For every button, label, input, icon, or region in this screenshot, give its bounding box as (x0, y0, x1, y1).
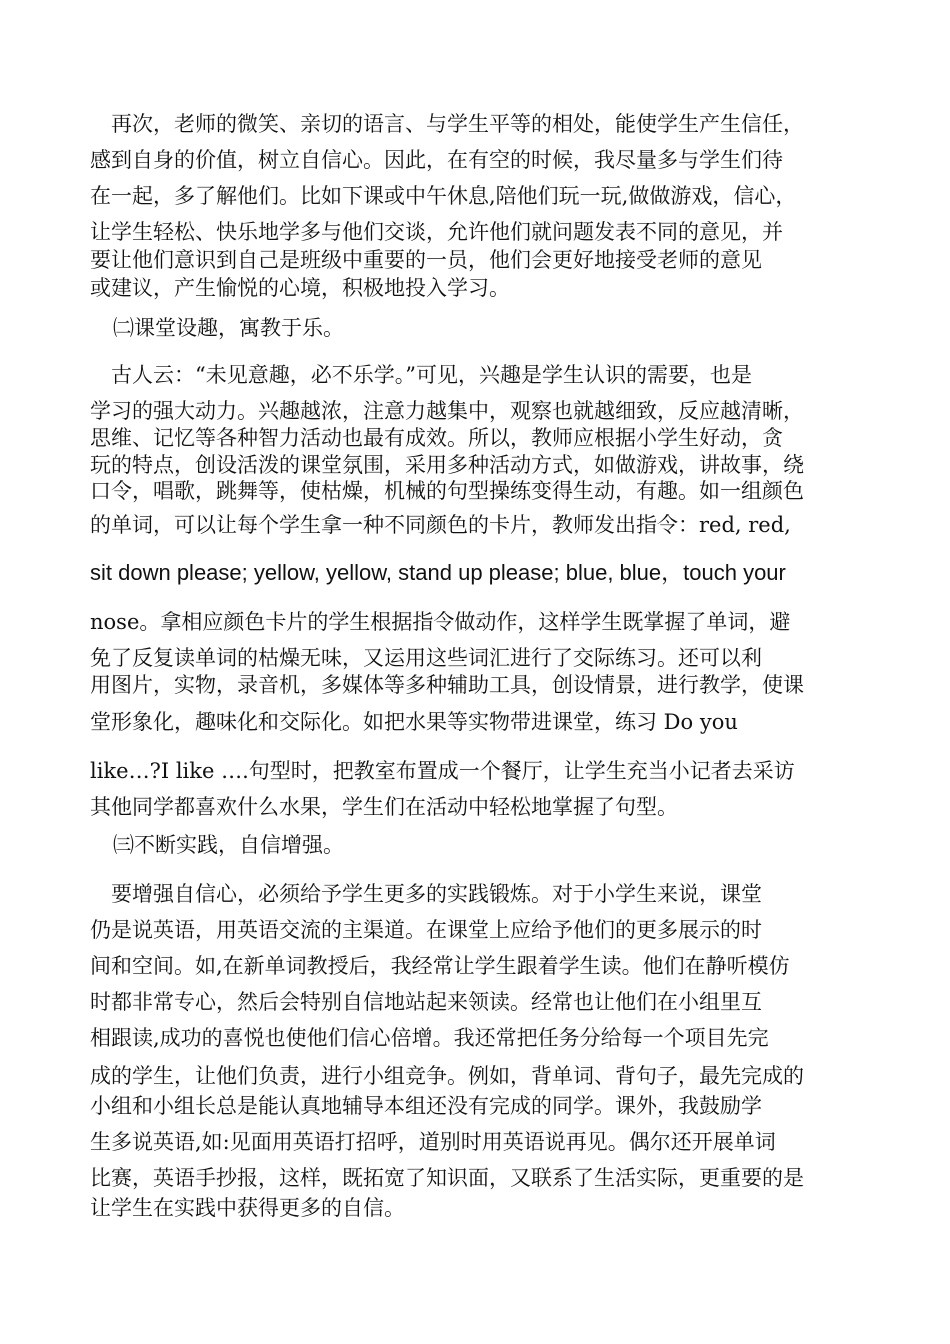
text-line: 其他同学都喜欢什么水果，学生们在活动中轻松地掌握了句型。 (90, 795, 678, 819)
text-line: 成的学生，让他们负责，进行小组竞争。例如，背单词、背句子，最先完成的 (90, 1064, 804, 1088)
text-line: 玩的特点，创设活泼的课堂氛围，采用多种活动方式，如做游戏，讲故事，绕 (90, 453, 804, 477)
text-line: sit down please; yellow, yellow, stand up please; blue, blue，touch your (90, 560, 786, 585)
text-line: 间和空间。如,在新单词教授后，我经常让学生跟着学生读。他们在静听模仿 (90, 954, 790, 978)
text-line: 让学生轻松、快乐地学多与他们交谈，允许他们就问题发表不同的意见，并 (90, 220, 783, 244)
text-line: 堂形象化，趣味化和交际化。如把水果等实物带进课堂，练习 Do you (90, 710, 738, 734)
text-line: 时都非常专心，然后会特别自信地站起来领读。经常也让他们在小组里互 (90, 990, 762, 1014)
text-line: 让学生在实践中获得更多的自信。 (90, 1196, 405, 1220)
text-line: 感到自身的价值，树立自信心。因此，在有空的时候，我尽量多与学生们待 (90, 148, 783, 172)
text-line: 或建议，产生愉悦的心境，积极地投入学习。 (90, 276, 510, 300)
text-line: 小组和小组长总是能认真地辅导本组还没有完成的同学。课外，我鼓励学 (90, 1094, 762, 1118)
text-line: 古人云：“未见意趣，必不乐学。”可见，兴趣是学生认识的需要，也是 (90, 363, 752, 387)
text-line: 思维、记忆等各种智力活动也最有成效。所以，教师应根据小学生好动，贪 (90, 426, 783, 450)
text-line: 仍是说英语，用英语交流的主渠道。在课堂上应给予他们的更多展示的时 (90, 918, 762, 942)
section-heading: ㈢不断实践，自信增强。 (113, 833, 344, 857)
text-line: 相跟读,成功的喜悦也使他们信心倍增。我还常把任务分给每一个项目先完 (90, 1026, 769, 1050)
text-line: 要让他们意识到自己是班级中重要的一员，他们会更好地接受老师的意见 (90, 248, 762, 272)
text-line: nose。拿相应颜色卡片的学生根据指令做动作，这样学生既掌握了单词，避 (90, 610, 791, 634)
text-line: 口令，唱歌，跳舞等，使枯燥，机械的句型操练变得生动，有趣。如一组颜色 (90, 479, 804, 503)
text-line: 要增强自信心，必须给予学生更多的实践锻炼。对于小学生来说，课堂 (90, 882, 762, 906)
text-line: 学习的强大动力。兴趣越浓，注意力越集中，观察也就越细致，反应越清晰， (90, 399, 804, 423)
text-line: 用图片，实物，录音机，多媒体等多种辅助工具，创设情景，进行教学，使课 (90, 673, 804, 697)
text-line: 免了反复读单词的枯燥无味，又运用这些词汇进行了交际练习。还可以利 (90, 646, 762, 670)
text-line: 的单词，可以让每个学生拿一种不同颜色的卡片，教师发出指令：red, red, (90, 513, 791, 537)
text-line: 再次，老师的微笑、亲切的语言、与学生平等的相处，能使学生产生信任， (90, 112, 804, 136)
text-line: like…?I like ….句型时，把教室布置成一个餐厅，让学生充当小记者去采访 (90, 759, 795, 783)
text-line: 生多说英语,如:见面用英语打招呼，道别时用英语说再见。偶尔还开展单词 (90, 1130, 776, 1154)
text-line: 在一起，多了解他们。比如下课或中午休息,陪他们玩一玩,做做游戏，信心， (90, 184, 797, 208)
section-heading: ㈡课堂设趣，寓教于乐。 (113, 316, 344, 340)
text-line: 比赛，英语手抄报，这样，既拓宽了知识面，又联系了生活实际，更重要的是 (90, 1166, 804, 1190)
